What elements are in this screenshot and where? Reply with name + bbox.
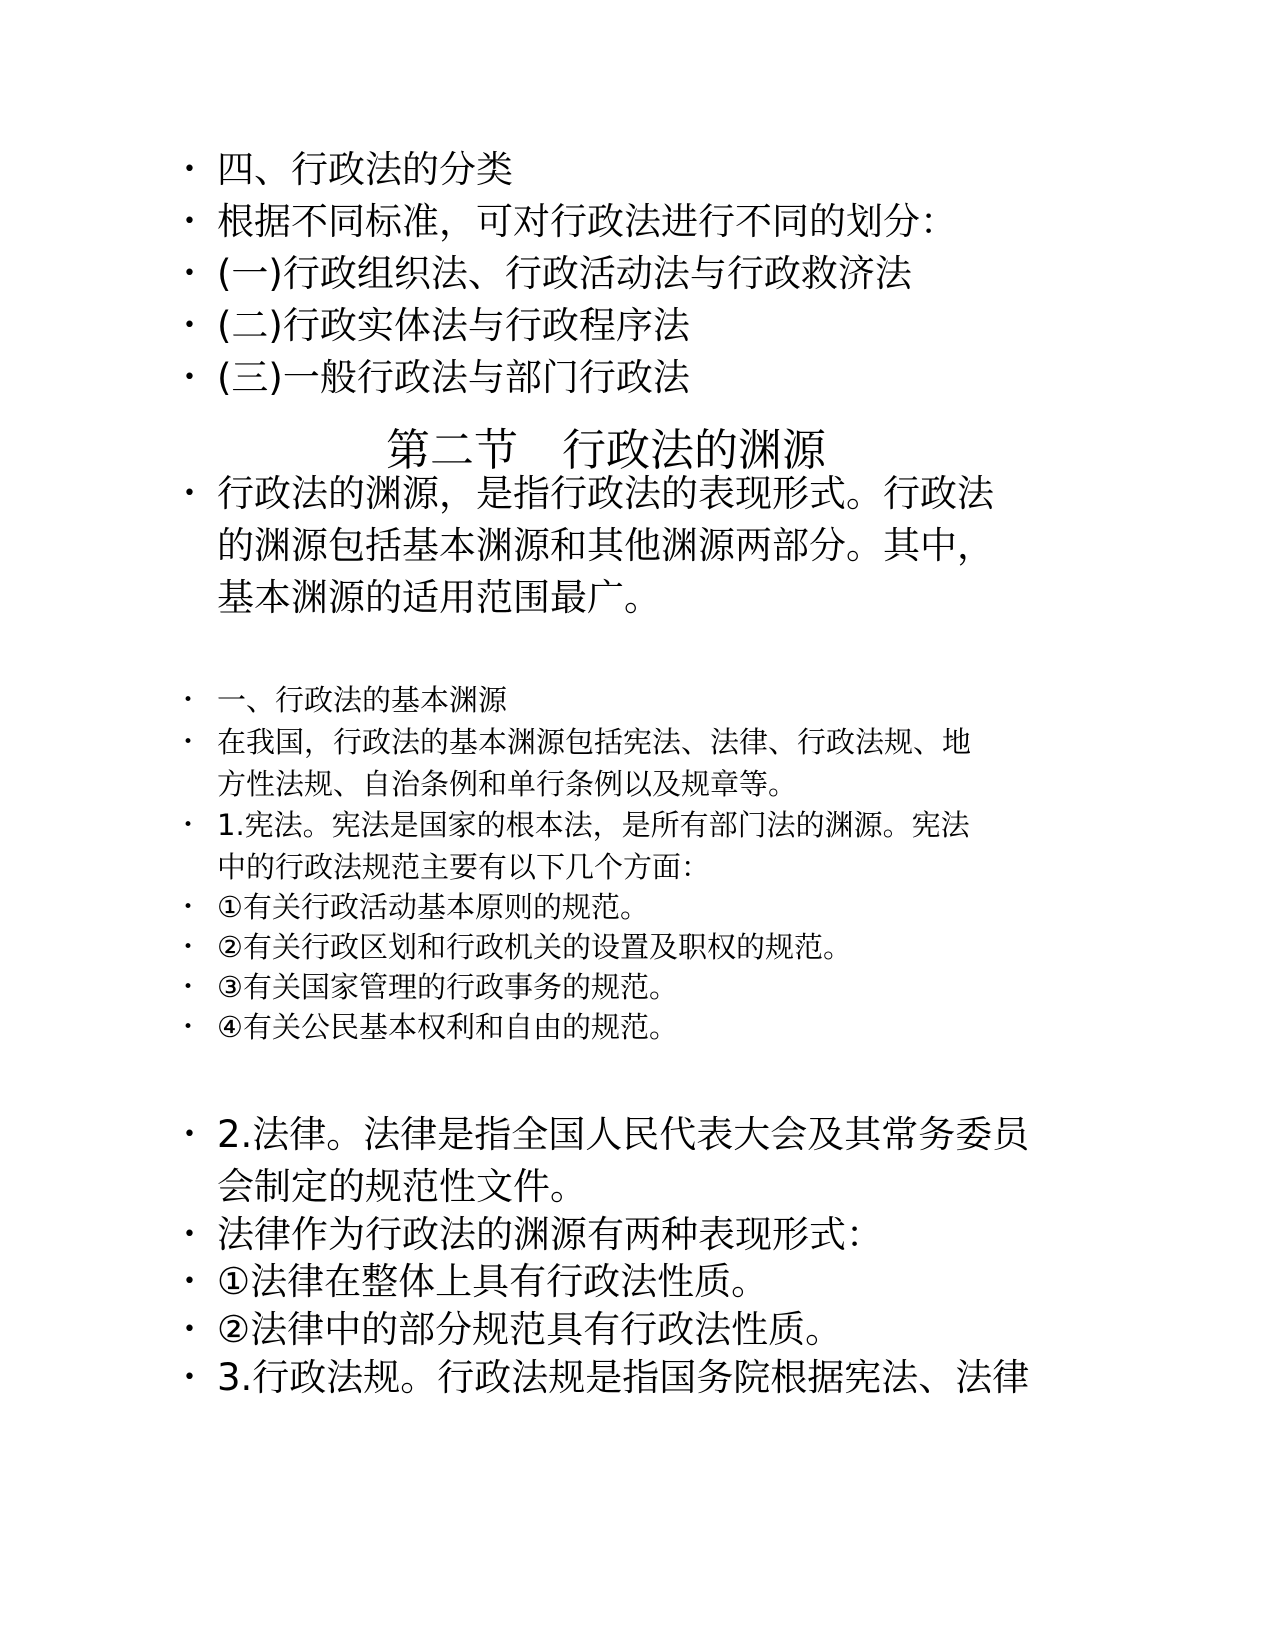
bullet: • [183, 1122, 196, 1147]
bullet: • [183, 1365, 196, 1390]
bullet: • [183, 1222, 196, 1247]
text-line: 行政法的渊源，是指行政法的表现形式。行政法 [217, 472, 994, 515]
list-item-text: ③有关国家管理的行政事务的规范。 [217, 970, 678, 1004]
list-item [183, 1256, 1083, 1308]
list-item-text: 四、行政法的分类 [217, 148, 513, 191]
list-item-text: ④有关公民基本权利和自由的规范。 [217, 1010, 678, 1044]
text-line: 1.宪法。宪法是国家的根本法，是所有部门法的渊源。宪法 [217, 808, 970, 842]
text-line: 2.法律。法律是指全国人民代表大会及其常务委员 [217, 1113, 1030, 1156]
bullet: • [183, 815, 194, 835]
bullet: • [183, 690, 194, 710]
bullet: • [183, 481, 196, 506]
list-item [183, 966, 1083, 1008]
list-item [183, 1006, 1083, 1048]
bullet: • [183, 365, 196, 390]
text-line: 在我国，行政法的基本渊源包括宪法、法律、行政法规、地 [217, 725, 972, 759]
list-item-text: 法律作为行政法的渊源有两种表现形式： [217, 1213, 883, 1256]
list-item-text: 一、行政法的基本渊源 [217, 683, 508, 717]
list-item-text [217, 468, 1083, 624]
list-item-text: 3.行政法规。行政法规是指国务院根据宪法、法律 [217, 1356, 1030, 1399]
bullet: • [183, 732, 194, 752]
bullet: • [183, 897, 194, 917]
list-item [183, 1352, 1083, 1404]
list-item [183, 1109, 1083, 1213]
list-item-text: ②法律中的部分规范具有行政法性质。 [217, 1308, 843, 1351]
text-line: 方性法规、自治条例和单行条例以及规章等。 [217, 767, 798, 801]
bullet: • [183, 313, 196, 338]
list-item [183, 352, 1083, 404]
list-item-text: ①法律在整体上具有行政法性质。 [217, 1260, 769, 1303]
list-item-text [217, 804, 1083, 888]
list-item [183, 926, 1083, 968]
bullet: • [183, 1017, 194, 1037]
list-item-classification-title [183, 144, 1083, 196]
text-line: 中的行政法规范主要有以下几个方面： [217, 850, 711, 884]
text-line: 的渊源包括基本渊源和其他渊源两部分。其中， [217, 524, 994, 567]
list-item [183, 804, 1083, 888]
list-item-text: (二)行政实体法与行政程序法 [217, 304, 690, 347]
list-item [183, 300, 1083, 352]
list-item [183, 196, 1083, 248]
list-item-text: (一)行政组织法、行政活动法与行政救济法 [217, 252, 912, 295]
list-item [183, 248, 1083, 300]
list-item-text: 根据不同标准，可对行政法进行不同的划分： [217, 200, 957, 243]
text-line: 会制定的规范性文件。 [217, 1165, 587, 1208]
list-item-text [217, 1109, 1083, 1213]
bullet: • [183, 261, 196, 286]
list-item [183, 721, 1083, 805]
list-item-text: ②有关行政区划和行政机关的设置及职权的规范。 [217, 930, 852, 964]
list-item-text [217, 721, 1083, 805]
bullet: • [183, 209, 196, 234]
list-item-basic-sources-title [183, 679, 1083, 721]
list-item-text: (三)一般行政法与部门行政法 [217, 356, 690, 399]
bullet: • [183, 157, 196, 182]
list-item [183, 1209, 1083, 1261]
section-heading: 第二节 行政法的渊源 [386, 425, 826, 476]
list-item-text: ①有关行政活动基本原则的规范。 [217, 890, 649, 924]
bullet: • [183, 1269, 196, 1294]
list-item [183, 886, 1083, 928]
list-item-intro [183, 468, 1083, 624]
bullet: • [183, 977, 194, 997]
bullet: • [183, 1317, 196, 1342]
list-item [183, 1304, 1083, 1356]
text-line: 基本渊源的适用范围最广。 [217, 576, 661, 619]
bullet: • [183, 937, 194, 957]
